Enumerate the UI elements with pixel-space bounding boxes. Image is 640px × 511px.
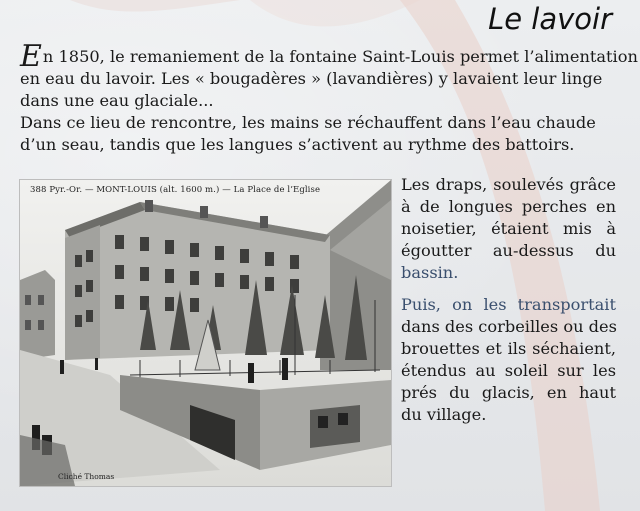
side-text [401,174,616,436]
intro-line: En 1850, le remaniement de la fontaine Saint-Louis permet l’alimentation [20,39,638,74]
intro-text [20,39,638,156]
text-line: Puis, on les transportait [401,295,616,314]
text-line: à de longues perches en [401,197,616,216]
postcard-illustration [20,180,391,486]
intro-line: Dans ce lieu de rencontre, les mains se réchauffent dans l’eau chaude [20,113,596,132]
text-line: dans des corbeilles ou des [401,317,617,336]
paragraph-draps [401,174,616,284]
text-line: noisetier, étaient mis à [401,219,616,238]
postcard-caption: 388 Pyr.-Or. — MONT-LOUIS (alt. 1600 m.) — La Place de l’Eglise [30,185,321,195]
intro-line: d’un seau, tandis que les langues s’activent au rythme des battoirs. [20,135,575,154]
text-line: prés du glacis, en haut [401,383,616,402]
text-line: égoutter au-dessus du [401,241,616,260]
text-line: bassin. [401,263,459,282]
page-title: Le lavoir [488,2,612,36]
text-line: Les draps, soulevés grâce [401,175,616,194]
historic-postcard-photo [20,180,391,486]
photo-credit: Cliché Thomas [58,472,115,481]
text-line: brouettes et ils séchaient, [401,339,616,358]
text-line: du village. [401,405,487,424]
drop-cap: E [20,39,42,74]
intro-line: en eau du lavoir. Les « bougadères » (lavandières) y lavaient leur linge [20,69,603,88]
paragraph-transport [401,294,616,426]
intro-line: dans une eau glaciale... [20,91,214,110]
text-line: étendus au soleil sur les [401,361,616,380]
